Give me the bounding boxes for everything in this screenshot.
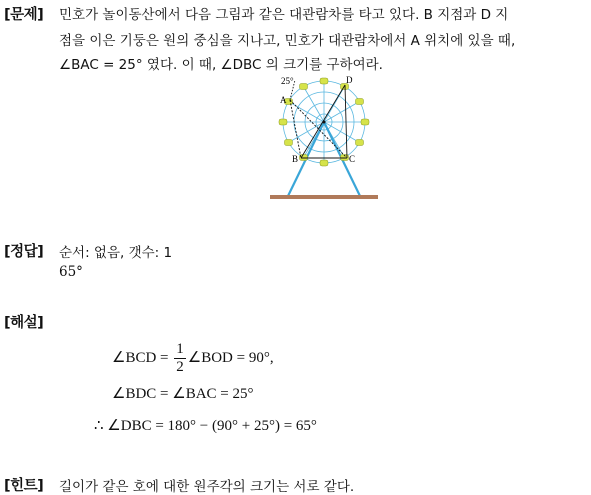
fraction-half: $\frac{1}{2}$	[176, 341, 184, 375]
cabin	[284, 140, 292, 146]
solution-equation-1: ∠BCD = $\frac{1}{2}$ ∠BOD = 90°,	[112, 341, 274, 375]
problem-text-line-1: 민호가 놀이동산에서 다음 그림과 같은 대관람차를 타고 있다. B 지점과 D 지	[59, 7, 509, 23]
point-d-label: D	[346, 75, 353, 85]
ferris-wheel-figure	[268, 72, 380, 204]
solution-equation-3: ∴ ∠DBC = 180° − (90° + 25°) = 65°	[94, 418, 317, 434]
cabin	[361, 119, 369, 125]
cabin	[356, 99, 364, 105]
solution-tag: [해설]	[4, 315, 44, 331]
cabin	[279, 119, 287, 125]
answer-value: 65°	[59, 264, 83, 280]
hint-tag: [힌트]	[4, 478, 44, 494]
problem-text-line-3: ∠BAC = 25° 였다. 이 때, ∠DBC 의 크기를 구하여라.	[59, 57, 383, 73]
cabin	[320, 160, 328, 166]
angle-label: 25°	[281, 76, 294, 86]
cabin	[320, 78, 328, 84]
problem-text-line-2: 점을 이은 기둥은 원의 중심을 지나고, 민호가 대관람차에서 A 위치에 있을 때,	[59, 33, 516, 49]
cabin	[300, 83, 308, 89]
point-c-label: C	[349, 154, 356, 164]
solution-equation-2: ∠BDC = ∠BAC = 25°	[112, 386, 254, 402]
point-a-label: A	[280, 95, 287, 105]
hint-text: 길이가 같은 호에 대한 원주각의 크기는 서로 같다.	[59, 479, 355, 495]
answer-text-line-1: 순서: 없음, 갯수: 1	[59, 245, 173, 261]
point-b-label: B	[292, 154, 299, 164]
problem-tag: [문제]	[4, 7, 44, 23]
answer-tag: [정답]	[4, 244, 44, 260]
cabin	[356, 140, 364, 146]
ground	[270, 195, 378, 199]
